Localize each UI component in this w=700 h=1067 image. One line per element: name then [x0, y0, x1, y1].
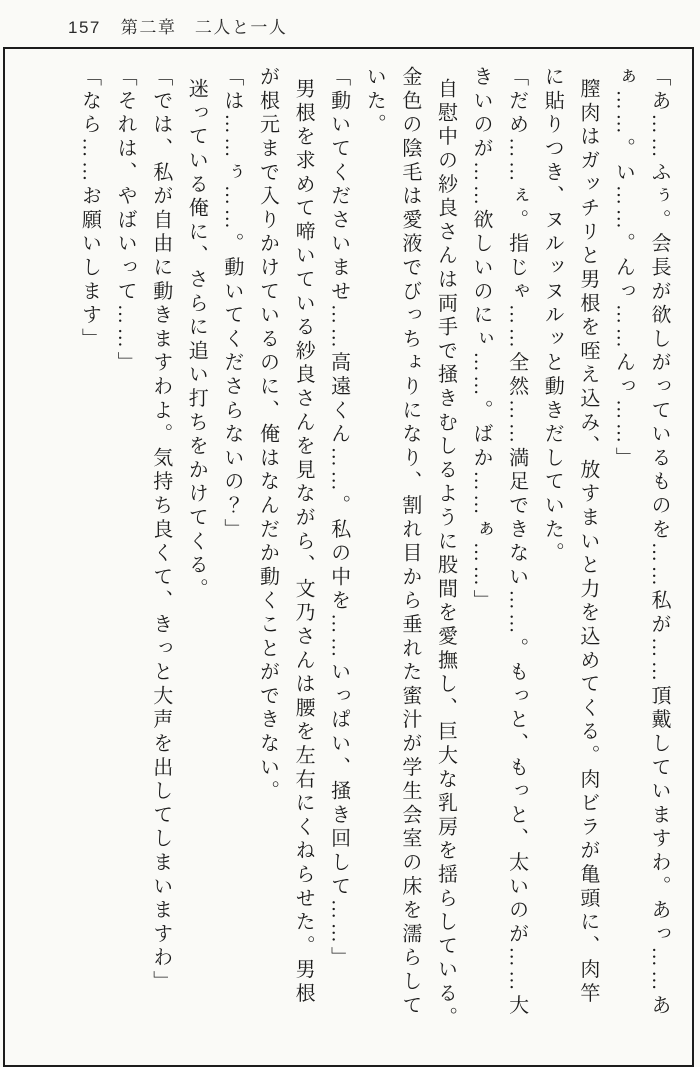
text-line: 「は……ぅ……。動いてくださらないの？」: [220, 66, 243, 542]
text-line: 「それは、やばいって……」: [114, 66, 137, 376]
text-line: に貼りつき、ヌルッヌルッと動きだしていた。: [541, 66, 564, 566]
text-line: 「では、私が自由に動きますわよ。気持ち良くて、きっと大声を出してしまいますわ」: [149, 66, 172, 995]
vertical-text-block: [71, 66, 676, 1048]
text-line: 迷っている俺に、さらに追い打ちをかけてくる。: [185, 78, 208, 602]
text-line: 男根を求めて啼いている紗良さんを見ながら、文乃さんは腰を左右にくねらせた。男根: [292, 78, 315, 1007]
running-head: [68, 13, 287, 38]
text-line: いた。: [363, 66, 386, 138]
page-number: 157: [68, 18, 101, 37]
text-line: 「だめ……ぇ。指じゃ……全然……満足できない……。もっと、もっと、太いのが……大: [505, 66, 528, 1018]
text-line: ぁ……。い……。んっ……んっ……」: [612, 66, 635, 471]
text-line: 「動いてくださいませ……高遠くん……。私の中を……いっぱい、掻き回して……」: [327, 66, 350, 971]
text-line: きいのが……欲しいのにぃ……。ばか……ぁ……」: [470, 66, 493, 614]
text-line: 金色の陰毛は愛液でびっちょりになり、割れ目から垂れた蜜汁が学生会室の床を濡らして: [398, 66, 421, 1018]
text-line: 「あ……ふぅ。会長が欲しがっているものを……私が……頂戴していますわ。あっ……あ: [648, 66, 670, 1018]
text-line: 「なら……お願いします」: [78, 66, 101, 352]
text-line: 膣肉はガッチリと男根を咥え込み、放すまいと力を込めてくる。肉ビラが亀頭に、肉竿: [576, 78, 599, 1007]
text-line: が根元まで入りかけているのに、俺はなんだか動くことができない。: [256, 66, 279, 804]
chapter-title: 第二章 二人と一人: [120, 18, 288, 37]
text-line: 自慰中の紗良さんは両手で掻きむしるように股間を愛撫し、巨大な乳房を揺らしている。: [434, 78, 457, 1030]
